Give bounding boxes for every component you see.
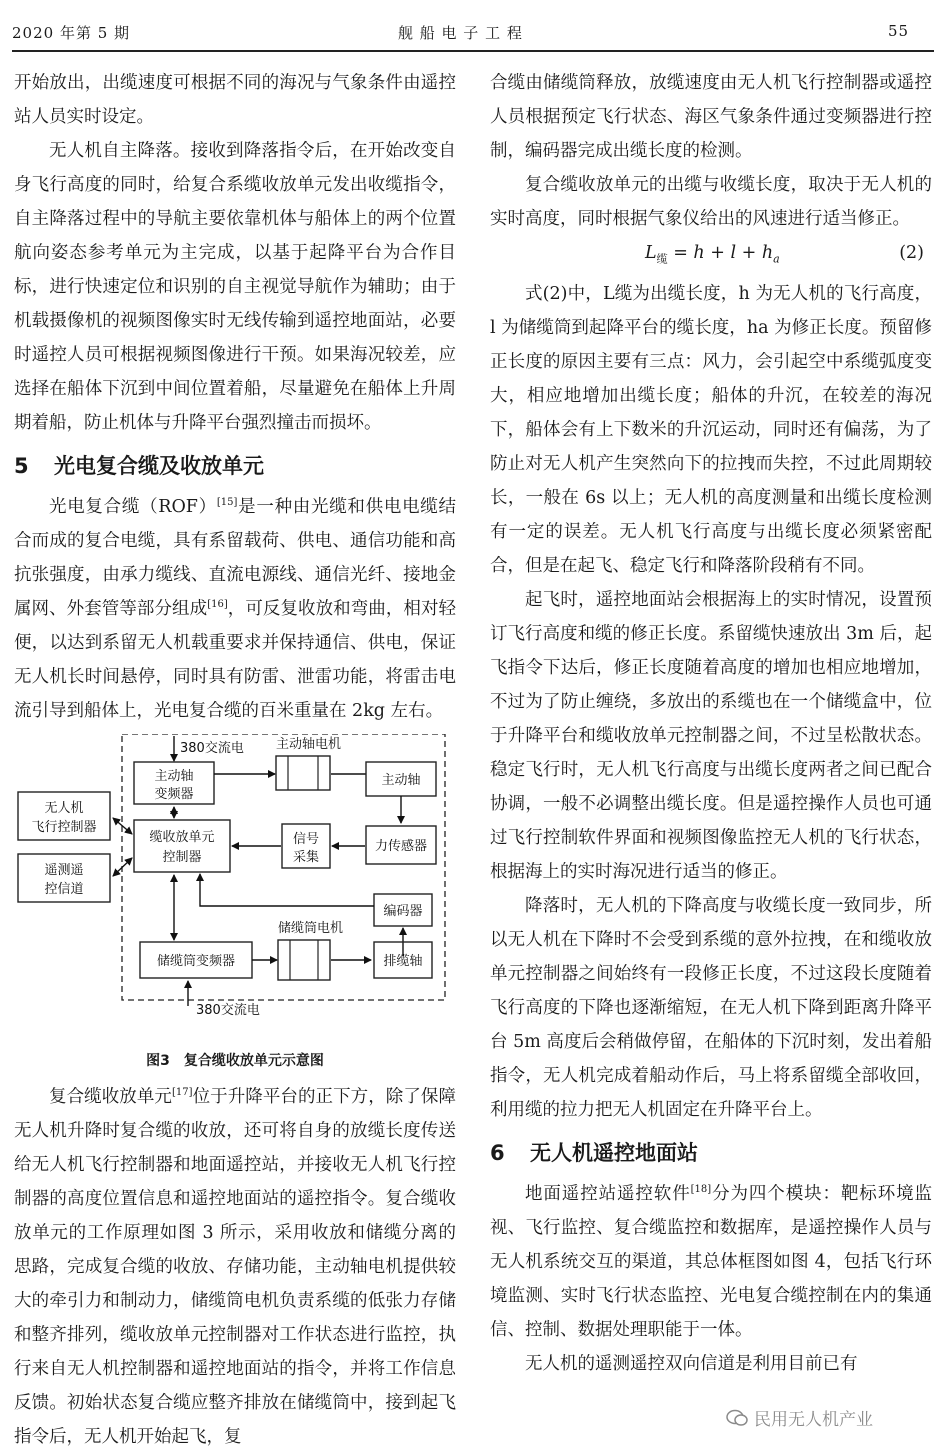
figure-3 [14,728,456,1080]
equation-number: (2) [899,243,924,263]
right-column [490,66,932,1381]
signal-label: 采集 [292,850,320,865]
watermark-text: 民用无人机产业 [754,1410,873,1430]
page-number: 55 [888,22,910,40]
equation-body [645,236,780,277]
storage-vfd-label: 储缆筒变频器 [156,954,236,969]
text-run: 复合缆收放单元 [49,1087,172,1107]
chat-bubble-icon [726,1409,748,1427]
equation-2 [490,236,932,277]
text-run: 分为四个模块：靶标环境监视、飞行监控、复合缆监控和数据库，是遥控操作人员与无人机系统交互的渠道，其总体框图如图 4，包括飞行环境监测、实时飞行状态监控、光电复合缆控制在内的集通信、控制、数据处理职能于一体。 [490,1183,933,1340]
main-motor-label: 主动轴电机 [276,737,342,752]
section-number: 6 [490,1140,505,1165]
citation: [15] [216,497,238,509]
uav-fc-label: 飞行控制器 [31,820,97,835]
main-shaft-label: 主动轴 [381,773,421,788]
eq-subscript: 缆 [656,252,668,266]
paragraph: 式(2)中，L缆为出缆长度，h 为无人机的飞行高度，l 为储缆筒到起降平台的缆长度，ha 为修正长度。预留修正长度的原因主要有三点：风力，会引起空中系缆弧度变大，相应地增加出缆长度；船体的升沉，在较差的海况下，船体会有上下数米的升沉运动，同时还有偏荡，为了防止对无人机产生突然向下的拉拽而失控，不过此周期较长，一般在 6s 以上；无人机的高度测量和出缆长度检测有一定的误差。无人机飞行高度与出缆长度必须紧密配合，但是在起飞、稳定飞行和降落阶段稍有不同。 [490,283,932,576]
section-title: 光电复合缆及收放单元 [54,454,264,478]
paragraph: 复合缆收放单元的出缆与收缆长度，取决于无人机的实时高度，同时根据气象仪给出的风速进行适当修正。 [490,175,932,229]
journal-title: 舰 船 电 子 工 程 [398,24,523,42]
eq-subscript: a [773,252,780,266]
text-run: 地面遥控站遥控软件 [525,1183,691,1204]
citation: [16] [207,599,228,611]
text-run: 位于升降平台的正下方，除了保障无人机升降时复合缆的收放，还可将自身的放缆长度传送给无人机飞行控制器和地面遥控站，并接收无人机飞行控制器的高度位置信息和遥控地面站的遥控指令。复合缆收放单元的工作原理如图 3 所示，采用收放和储缆分离的思路，完成复合缆的收放、存储功能，主动轴电机提供较大的牵引力和制动力，储缆筒电机负责系缆的低张力存储和整齐排列，缆收放单元控制器对工作状态进行监控，执行来自无人机控制器和遥控地面站的指令，并将工作信息反馈。初始状态复合缆应整齐排放在储缆筒中，接到起飞指令后，无人机开始起飞，复 [14,1087,457,1447]
uav-fc-label: 无人机 [44,801,84,816]
block-diagram [14,734,456,1044]
text-run: 光电复合缆（ROF） [49,497,217,517]
section-title: 无人机遥控地面站 [530,1140,698,1165]
citation: [18] [690,1183,712,1195]
paragraph: 起飞时，遥控地面站会根据海上的实时情况，设置预订飞行高度和缆的修正长度。系留缆快速放出 3m 后，起飞指令下达后，修正长度随着高度的增加也相应地增加，不过为了防止缠绕，多放出的系缆也在一个储缆盒中，位于升降平台和缆收放单元控制器之间，不过呈松散状态。稳定飞行时，无人机飞行高度与出缆长度两者之间已配合协调，一般不必调整出缆长度。但是遥控操作人员也可通过飞行控制软件界面和视频图像监控无人机的飞行状态，根据海上的实时海况进行适当的修正。 [490,589,932,882]
paragraph: 无人机自主降落。接收到降落指令后，在开始改变自身飞行高度的同时，给复合系缆收放单元发出收缆指令，自主降落过程中的导航主要依靠机体与船体上的两个位置航向姿态参考单元为主完成，以基于起降平台为合作目标，进行快速定位和识别的自主视觉导航作为辅助；由于机载摄像机的视频图像实时无线传输到遥控地面站，必要时遥控人员可根据视频图像进行干预。如果海况较差，应选择在船体下沉到中间位置着船，尽量避免在船体上升周期着船，防止机体与升降平台强烈撞击而损坏。 [14,141,456,433]
text-run: ，可反复收放和弯曲，相对轻便，以达到系留无人机载重要求并保持通信、供电，保证无人机长时间悬停，同时具有防雷、泄雷功能，将雷击电流引导到船体上，光电复合缆的百米重量在 2kg 左右。 [14,599,457,721]
telemetry-label: 遥测遥 [44,863,84,878]
paragraph [14,1080,456,1454]
main-motor-box [276,756,330,790]
watermark [726,1405,873,1430]
controller-label: 控制器 [162,850,202,865]
text-run: 是一种由光缆和供电电缆结合而成的复合电缆，具有系留载荷、供电、通信功能和高抗张强度，由承力缆线、直流电源线、通信光纤、接地金属网、外套管等部分组成 [14,497,456,619]
paragraph: 开始放出，出缆速度可根据不同的海况与气象条件由遥控站人员实时设定。 [14,73,456,127]
eq-symbol: L [645,243,657,263]
signal-label: 信号 [292,832,320,847]
eq-symbol: = h + l + h [673,243,774,263]
telemetry-label: 控信道 [44,882,84,897]
citation: [17] [171,1087,193,1099]
paragraph [14,490,456,728]
ac-bottom-label: 380交流电 [196,1003,260,1018]
paragraph: 合缆由储缆筒释放，放缆速度由无人机飞行控制器或遥控人员根据预定飞行状态、海区气象条件通过变频器进行控制，编码器完成出缆长度的检测。 [490,73,932,161]
main-vfd-label: 主动轴 [154,769,194,784]
cable-shaft-label: 排缆轴 [383,954,423,969]
section-heading-6 [490,1135,932,1171]
issue-label: 2020 年第 5 期 [12,24,131,42]
figure-caption: 图3 复合缆收放单元示意图 [146,1053,324,1069]
section-number: 5 [14,454,29,478]
controller-label: 缆收放单元 [149,830,215,845]
paragraph: 降落时，无人机的下降高度与收缆长度一致同步，所以无人机在下降时不会受到系缆的意外拉拽，在和缆收放单元控制器之间始终有一段修正长度，不过这段长度随着飞行高度的下降也逐渐缩短，在无人机下降到距离升降平台 5m 高度后会稍做停留，在船体的下沉时刻，发出着船指令，无人机完成着船动作后，马上将系留缆全部收回，利用缆的拉力把无人机固定在升降平台上。 [490,895,932,1120]
header-rule [12,50,934,52]
encoder-label: 编码器 [383,904,423,919]
ac-top-label: 380交流电 [180,741,244,756]
storage-motor-label: 储缆筒电机 [278,921,344,936]
section-heading-5 [14,448,456,484]
main-vfd-label: 变频器 [154,787,194,802]
left-column [14,66,456,1454]
paragraph [490,1177,932,1347]
paragraph: 无人机的遥测遥控双向信道是利用目前已有 [525,1353,858,1374]
storage-motor-box [278,940,330,980]
force-sensor-label: 力传感器 [374,839,428,854]
